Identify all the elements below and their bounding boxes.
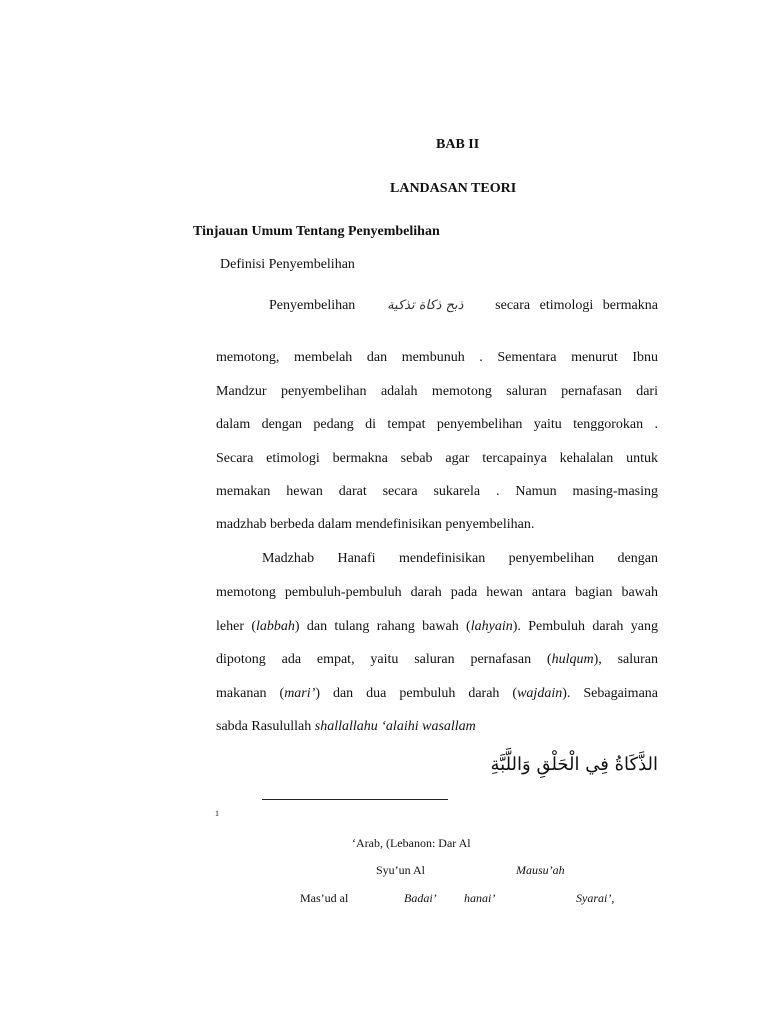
chapter-title: LANDASAN TEORI — [390, 181, 517, 196]
footnote-line: hanai’ — [464, 891, 496, 905]
intro-rest: secara etimologi bermakna — [495, 298, 658, 313]
text-segment: makanan ( — [216, 686, 285, 701]
text-segment: ) dan dua pembuluh darah ( — [315, 686, 518, 701]
footnote-line: Syu’un Al — [376, 863, 426, 877]
hadith-arabic: الذَّكَاةُ فِي الْحَلْقِ وَاللَّبَّةِ — [490, 754, 658, 775]
paragraph-1-line: memakan hewan darat secara sukarela . Namun masing-masing — [216, 484, 658, 499]
paragraph-1-first-line — [269, 296, 658, 316]
subsection-heading: Definisi Penyembelihan — [220, 257, 355, 272]
paragraph-1-line: dalam dengan pedang di tempat penyembelihan yaitu tenggorokan . — [216, 417, 658, 432]
honorific-phrase: shallallahu ‘alaihi wasallam — [314, 719, 476, 734]
text-segment: ). Sebagaimana — [562, 686, 659, 701]
paragraph-1-line: Secara etimologi bermakna sebab agar tercapainya kehalalan untuk — [216, 451, 658, 466]
arabic-terms: ذبح ذكاة تذكية — [387, 298, 464, 313]
paragraph-2-line — [216, 717, 658, 737]
footnote-line: Syarai’, — [576, 891, 615, 905]
text-segment: dipotong ada empat, yaitu saluran pernafasan ( — [216, 652, 552, 667]
term-wajdain: wajdain — [517, 686, 563, 701]
paragraph-1-line: memotong, membelah dan membunuh . Sementara menurut Ibnu — [216, 350, 658, 365]
paragraph-1-line: Mandzur penyembelihan adalah memotong saluran pernafasan dari — [216, 384, 658, 399]
text-segment: sabda Rasulullah — [216, 719, 315, 734]
footnote-line: ‘Arab, (Lebanon: Dar Al — [352, 836, 471, 850]
paragraph-1-line: madzhab berbeda dalam mendefinisikan penyembelihan. — [216, 517, 535, 532]
text-segment: ), saluran — [593, 652, 659, 667]
paragraph-2-line: memotong pembuluh-pembuluh darah pada hewan antara bagian bawah — [216, 585, 658, 600]
section-heading: Tinjauan Umum Tentang Penyembelihan — [193, 224, 440, 239]
footnote-line: Mausu’ah — [516, 863, 565, 877]
paragraph-2-line — [216, 650, 658, 670]
paragraph-2-line — [216, 684, 658, 704]
footnote-line: Mas’ud al — [300, 891, 349, 905]
footnote-separator — [262, 799, 448, 800]
chapter-label: BAB II — [436, 137, 480, 152]
text-segment: ) dan tulang rahang bawah ( — [294, 619, 471, 634]
paragraph-2-line: Madzhab Hanafi mendefinisikan penyembelihan dengan — [262, 551, 658, 566]
intro-word: Penyembelihan — [269, 298, 356, 313]
text-segment: leher ( — [216, 619, 256, 634]
term-labbah: labbah — [255, 619, 295, 634]
footnote-line: Badai’ — [404, 891, 437, 905]
paragraph-2-line — [216, 617, 658, 637]
term-hulqum: hulqum — [551, 652, 594, 667]
footnote-marker: 1 — [215, 809, 219, 818]
text-segment: ). Pembuluh darah yang — [512, 619, 658, 634]
term-mari: mari’ — [284, 686, 316, 701]
term-lahyain: lahyain — [470, 619, 513, 634]
